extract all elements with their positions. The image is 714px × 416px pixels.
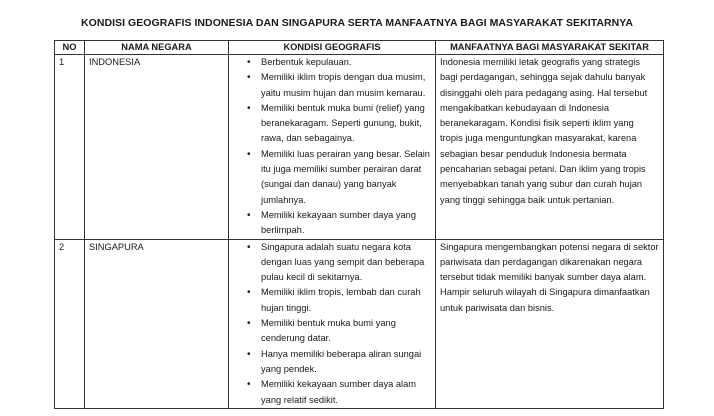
condition-item: • Memiliki kekayaan sumber daya alam yang relatif sedikit.: [233, 377, 431, 408]
table-row-indonesia: [55, 55, 664, 240]
header-benefits: MANFAATNYA BAGI MASYARAKAT SEKITAR: [436, 41, 664, 55]
geographic-conditions: [229, 239, 436, 408]
benefit-text: Singapura mengembangkan potensi negara di sektor pariwisata dan perdagangan dikarenakan negara tersebut tidak memiliki banyak sumber daya alam. Hampir seluruh wilayah di Singapura dimanfaatkan untuk pariwisata dan bisnis.: [436, 239, 664, 408]
country-name: INDONESIA: [85, 55, 229, 240]
geography-table: [54, 40, 664, 409]
country-name: SINGAPURA: [85, 239, 229, 408]
document-title: KONDISI GEOGRAFIS INDONESIA DAN SINGAPURA SERTA MANFAATNYA BAGI MASYARAKAT SEKITARNYA: [80, 17, 634, 29]
row-number: 1: [55, 55, 85, 240]
condition-item: • Memiliki kekayaan sumber daya yang berlimpah.: [233, 208, 431, 239]
row-number: 2: [55, 239, 85, 408]
table-row-singapura: [55, 239, 664, 408]
condition-item: • Memiliki bentuk muka bumi yang cenderung datar.: [233, 316, 431, 347]
geographic-conditions: [229, 55, 436, 240]
header-geographic-conditions: KONDISI GEOGRAFIS: [229, 41, 436, 55]
condition-item: • Memiliki iklim tropis dengan dua musim, yaitu musim hujan dan musim kemarau.: [233, 70, 431, 101]
conditions-list: [233, 240, 431, 408]
header-no: NO: [55, 41, 85, 55]
table-header-row: [55, 41, 664, 55]
condition-item: • Memiliki luas perairan yang besar. Selain itu juga memiliki sumber perairan darat (sungai dan danau) yang banyak jumlahnya.: [233, 147, 431, 208]
condition-item: • Berbentuk kepulauan.: [233, 55, 431, 70]
condition-item: • Hanya memiliki beberapa aliran sungai yang pendek.: [233, 347, 431, 378]
condition-item: • Memiliki iklim tropis, lembab dan curah hujan tinggi.: [233, 285, 431, 316]
condition-item: • Memiliki bentuk muka bumi (relief) yang beranekaragam. Seperti gunung, bukit, rawa, dan sebagainya.: [233, 101, 431, 147]
conditions-list: [233, 55, 431, 239]
benefit-text: Indonesia memiliki letak geografis yang strategis bagi perdagangan, sehingga sejak dahulu banyak disinggahi oleh para pedagang asing. Hal tersebut mengakibatkan kebudayaan di Indonesia beranekaragam. Kondisi fisik seperti iklim yang tropis juga menguntungkan masyarakat, karena sebagian besar penduduk Indonesia bermata pencaharian sebagai petani. Dan iklim yang tropis menyebabkan tanah yang subur dan curah hujan yang tinggi sehingga baik untuk pertanian.: [436, 55, 664, 240]
header-country-name: NAMA NEGARA: [85, 41, 229, 55]
condition-item: • Singapura adalah suatu negara kota dengan luas yang sempit dan beberapa pulau kecil di sekitarnya.: [233, 240, 431, 286]
